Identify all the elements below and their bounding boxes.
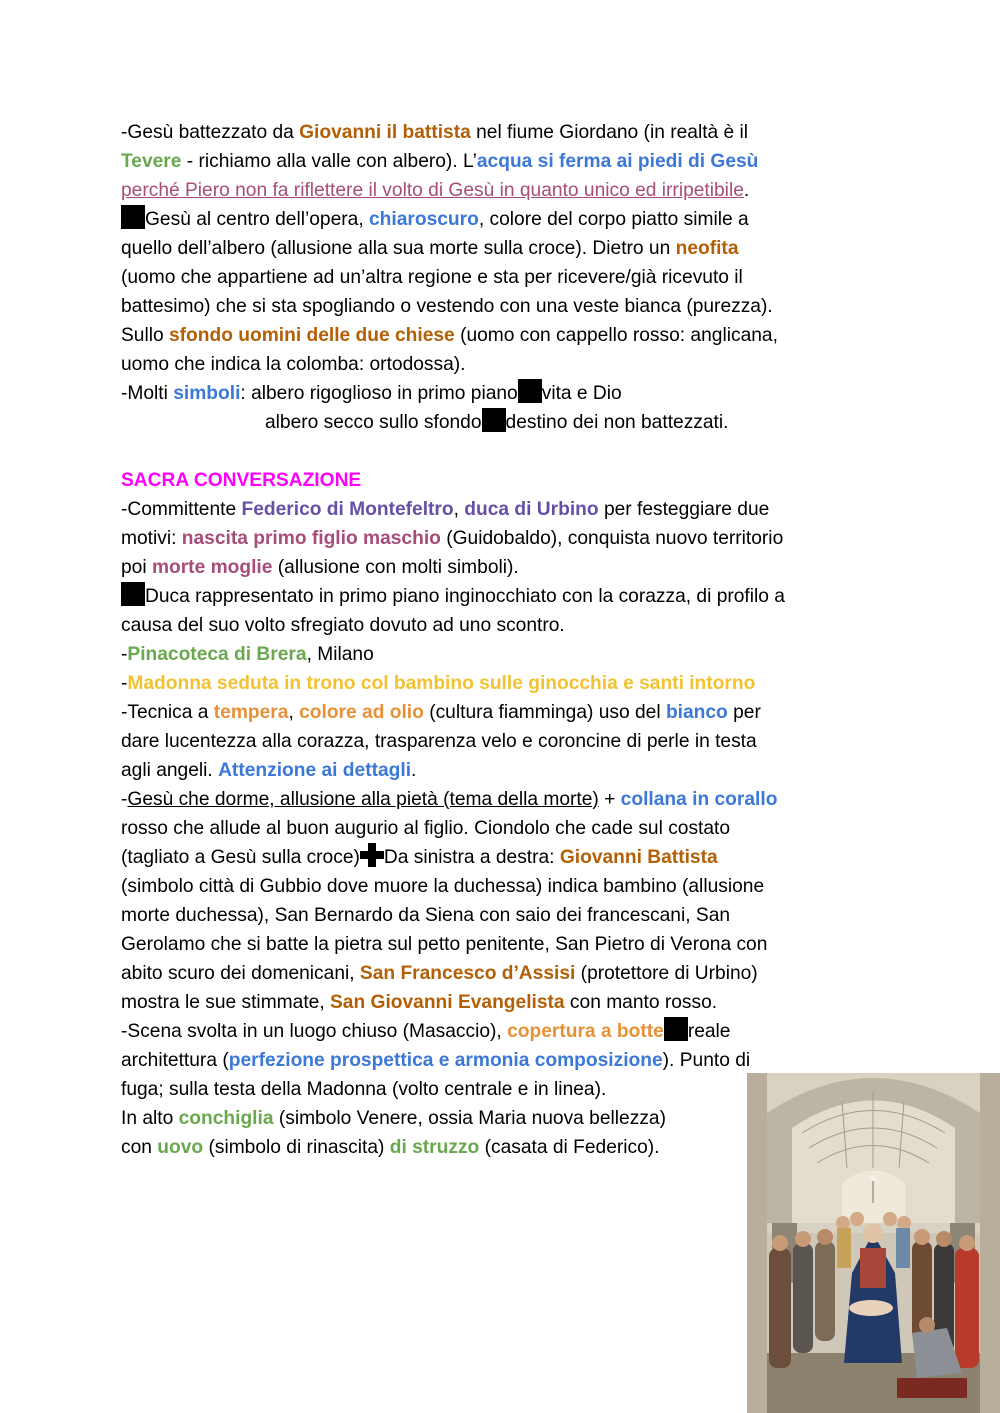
text-line: fuga; sulla testa della Madonna (volto centrale e in linea). [121, 1079, 607, 1100]
highlight-text: nascita primo figlio maschio [181, 528, 441, 549]
text-line [121, 176, 891, 205]
text-line [121, 205, 891, 234]
highlight-text: tempera [213, 702, 289, 723]
paragraph-gap [121, 437, 891, 466]
text-run: . [411, 760, 417, 781]
text-line [121, 582, 891, 611]
text-run: (simbolo Venere, ossia Maria nuova bellezza) [273, 1108, 666, 1129]
text-run: quello dell’albero (allusione alla sua morte sulla croce). Dietro un [121, 238, 676, 259]
text-run: - [121, 673, 128, 694]
text-line [121, 553, 891, 582]
text-run: , colore del corpo piatto simile a [478, 209, 749, 230]
text-run: (cultura fiamminga) uso del [423, 702, 666, 723]
highlight-text: di struzzo [389, 1137, 480, 1158]
highlight-text: simboli [173, 383, 241, 404]
text-line [121, 640, 891, 669]
text-run: motivi: [121, 528, 182, 549]
text-line [121, 959, 891, 988]
text-run: (casata di Federico). [479, 1137, 660, 1158]
text-run: con manto rosso. [564, 992, 718, 1013]
text-line [121, 669, 891, 698]
text-run: (simbolo di rinascita) [203, 1137, 390, 1158]
text-run: per [727, 702, 761, 723]
text-run: (tagliato a Gesù sulla croce) [121, 847, 360, 868]
text-run: , [288, 702, 300, 723]
highlight-text: bianco [665, 702, 728, 723]
cross-icon [360, 843, 384, 867]
underlined-text: Gesù che dorme, allusione alla pietà (tema della morte) [127, 789, 599, 810]
text-line [121, 118, 891, 147]
highlight-text: Pinacoteca di Brera [127, 644, 307, 665]
underlined-text: perché Piero non fa riflettere il volto di Gesù in quanto unico ed irripetibile [121, 180, 744, 201]
black-square-icon [121, 582, 145, 606]
text-line: (uomo che appartiene ad un’altra regione e sta per ricevere/già ricevuto il [121, 267, 743, 288]
black-square-icon [121, 205, 145, 229]
text-run: Sullo [121, 325, 169, 346]
text-run: In alto [121, 1108, 179, 1129]
text-run: -Gesù battezzato da [121, 122, 300, 143]
text-run: reale [687, 1021, 731, 1042]
text-run: Gesù al centro dell’opera, [145, 209, 369, 230]
text-run: -Tecnica a [121, 702, 214, 723]
text-run: Duca rappresentato in primo piano inginocchiato con la corazza, di profilo a [145, 586, 785, 607]
text-line: dare lucentezza alla corazza, trasparenza velo e coroncine di perle in testa [121, 731, 757, 752]
highlight-text: Tevere [121, 151, 182, 172]
highlight-text: copertura a botte [507, 1021, 664, 1042]
text-line: morte duchessa), San Bernardo da Siena con saio dei francescani, San [121, 905, 731, 926]
text-line: causa del suo volto sfregiato dovuto ad uno scontro. [121, 615, 565, 636]
text-line [121, 1017, 891, 1046]
highlight-text: Federico di Montefeltro [241, 499, 454, 520]
text-line [121, 408, 891, 437]
text-run: nel fiume Giordano (in realtà è il [470, 122, 749, 143]
highlight-text: sfondo uomini delle due chiese [169, 325, 455, 346]
text-run: - [121, 789, 128, 810]
section-heading: SACRA CONVERSAZIONE [121, 470, 362, 491]
text-line [121, 843, 891, 872]
text-run: -Scena svolta in un luogo chiuso (Masaccio), [121, 1021, 508, 1042]
text-line [121, 234, 891, 263]
text-line [121, 379, 891, 408]
text-line: Gerolamo che si batte la pietra sul petto penitente, San Pietro di Verona con [121, 934, 768, 955]
text-line: rosso che allude al buon augurio al figlio. Ciondolo che cade sul costato [121, 818, 731, 839]
text-line [121, 988, 891, 1017]
painting-image [747, 1073, 1000, 1413]
black-square-icon [664, 1017, 688, 1041]
text-run: agli angeli. [121, 760, 219, 781]
highlight-text: San Giovanni Evangelista [330, 992, 565, 1013]
text-line [121, 1046, 891, 1075]
notes-text [121, 118, 891, 1162]
highlight-text: Madonna seduta in trono col bambino sulle ginocchia e santi intorno [127, 673, 756, 694]
highlight-text: neofita [675, 238, 739, 259]
text-run: , [453, 499, 465, 520]
highlight-text: Attenzione ai dettagli [218, 760, 412, 781]
highlight-text: colore ad olio [299, 702, 424, 723]
text-line: (simbolo città di Gubbio dove muore la duchessa) indica bambino (allusione [121, 876, 765, 897]
text-run: vita e Dio [541, 383, 622, 404]
text-run: destino dei non battezzati. [505, 412, 729, 433]
text-run: poi [121, 557, 152, 578]
text-run: mostra le sue stimmate, [121, 992, 330, 1013]
text-run: (uomo con cappello rosso: anglicana, [454, 325, 778, 346]
text-line [121, 698, 891, 727]
text-line [121, 321, 891, 350]
text-run: . [743, 180, 750, 201]
highlight-text: duca di Urbino [464, 499, 599, 520]
text-line [121, 756, 891, 785]
painting-illustration [747, 1073, 1000, 1413]
text-run: abito scuro dei domenicani, [121, 963, 360, 984]
text-run: -Molti [121, 383, 174, 404]
text-run: - richiamo alla valle con albero). L’ [181, 151, 477, 172]
text-line [121, 524, 891, 553]
text-run: albero secco sullo sfondo [265, 412, 482, 433]
text-run: Da sinistra a destra: [383, 847, 560, 868]
text-run: (Guidobaldo), conquista nuovo territorio [440, 528, 784, 549]
highlight-text: Giovanni il battista [299, 122, 471, 143]
text-run: , Milano [306, 644, 374, 665]
text-run: per festeggiare due [598, 499, 770, 520]
text-run: architettura ( [121, 1050, 229, 1071]
text-run: (protettore di Urbino) [575, 963, 758, 984]
text-run: : albero rigoglioso in primo piano [240, 383, 518, 404]
text-line: battesimo) che si sta spogliando o vestendo con una veste bianca (purezza). [121, 296, 773, 317]
highlight-text: uovo [157, 1137, 204, 1158]
text-line [121, 147, 891, 176]
text-line: uomo che indica la colomba: ortodossa). [121, 354, 466, 375]
highlight-text: collana in corallo [620, 789, 778, 810]
text-line [121, 495, 891, 524]
text-line [121, 785, 891, 814]
text-run: - [121, 644, 128, 665]
highlight-text: acqua si ferma ai piedi di Gesù [476, 151, 759, 172]
text-run: con [121, 1137, 158, 1158]
highlight-text: chiaroscuro [368, 209, 479, 230]
text-run: -Committente [121, 499, 242, 520]
text-run: + [598, 789, 621, 810]
highlight-text: San Francesco d’Assisi [359, 963, 576, 984]
black-square-icon [518, 379, 542, 403]
highlight-text: Giovanni Battista [559, 847, 718, 868]
text-run: (allusione con molti simboli). [272, 557, 519, 578]
highlight-text: morte moglie [151, 557, 273, 578]
highlight-text: perfezione prospettica e armonia composizione [228, 1050, 663, 1071]
black-square-icon [482, 408, 506, 432]
highlight-text: conchiglia [178, 1108, 274, 1129]
text-run: ). Punto di [662, 1050, 751, 1071]
